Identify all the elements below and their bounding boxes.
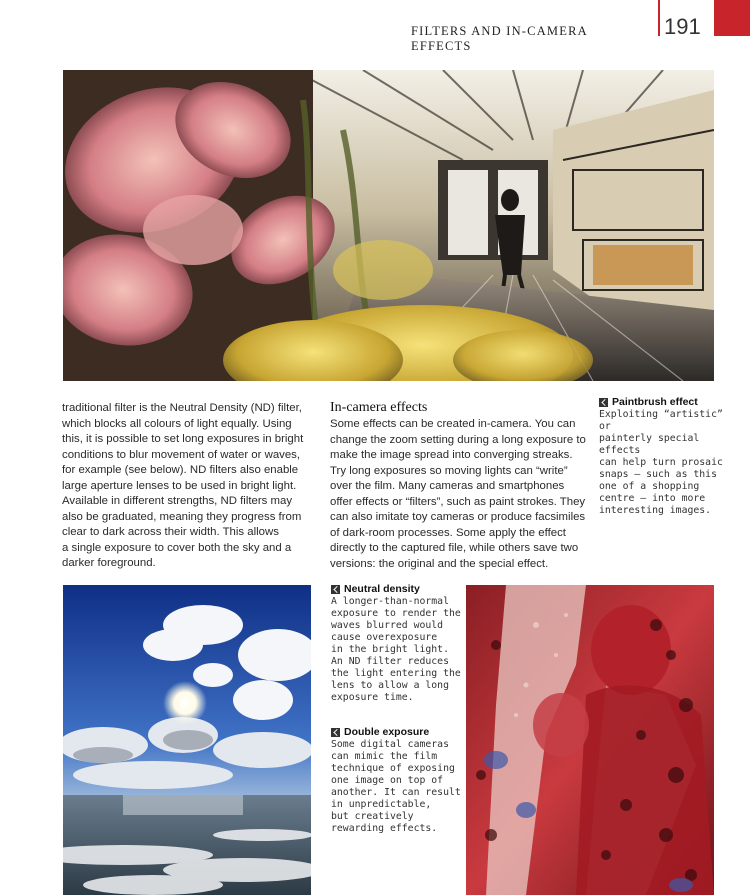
page-number: 191 [664,14,701,39]
caption-neutral-density-title-row [331,583,461,595]
arrow-up-left-icon [599,398,608,407]
caption-neutral-density [331,583,461,704]
caption-neutral-density-text: A longer-than-normal exposure to render the waves blurred would cause overexposure in the bright light. An ND filter reduces the light entering the lens to allow a long exposure time. [331,596,461,703]
section-heading-in-camera-effects: In-camera effects [330,400,428,415]
neutral-density-paragraph: traditional filter is the Neutral Density (ND) filter, which blocks all colours of light equally. Using this, it is possible to set long exposures in bright conditions to blur movement of water or waves, for example (see below). ND filters also enable large aperture lenses to be used in bright light. Available in different strengths, ND filters may also be graduated, meaning they progress from clear to dark across their width. This allows a single exposure to cover both the sky and a darker foreground. [62,402,304,569]
caption-double-exposure-title-row [331,726,461,738]
double-exposure-photo [466,585,714,895]
header-color-tab [714,0,750,36]
caption-paintbrush-effect [599,396,739,517]
header-divider [658,0,660,36]
arrow-right-icon [331,728,340,737]
in-camera-effects-paragraph: Some effects can be created in-camera. You can change the zoom setting during a long exposure to make the image spread into converging streaks. Try long exposures so moving lights can “write” over the film. Many cameras and smartphones offer effects or “filters”, such as paint strokes. They can also imitate toy cameras or produce facsimiles of dark-room processes. Some apply the effect directly to the captured file, while others save two versions: the original and the special effect. [330,418,586,570]
caption-double-exposure-text: Some digital cameras can mimic the film technique of exposing one image on top of another. It can result in unpredictable, but creatively rewarding effects. [331,739,461,834]
caption-paintbrush-text: Exploiting “artistic” or painterly special effects can help turn prosaic snaps – such as this one of a shopping centre – into more interesting images. [599,409,723,516]
caption-double-exposure-title: Double exposure [344,726,430,738]
paintbrush-effect-photo [63,70,714,381]
neutral-density-photo [63,585,311,895]
caption-neutral-density-title: Neutral density [344,583,420,595]
caption-paintbrush-title: Paintbrush effect [612,396,698,408]
caption-double-exposure [331,726,461,835]
caption-paintbrush-title-row [599,396,739,408]
arrow-left-icon [331,585,340,594]
running-header-title: FILTERS AND IN-CAMERA EFFECTS [411,24,588,53]
